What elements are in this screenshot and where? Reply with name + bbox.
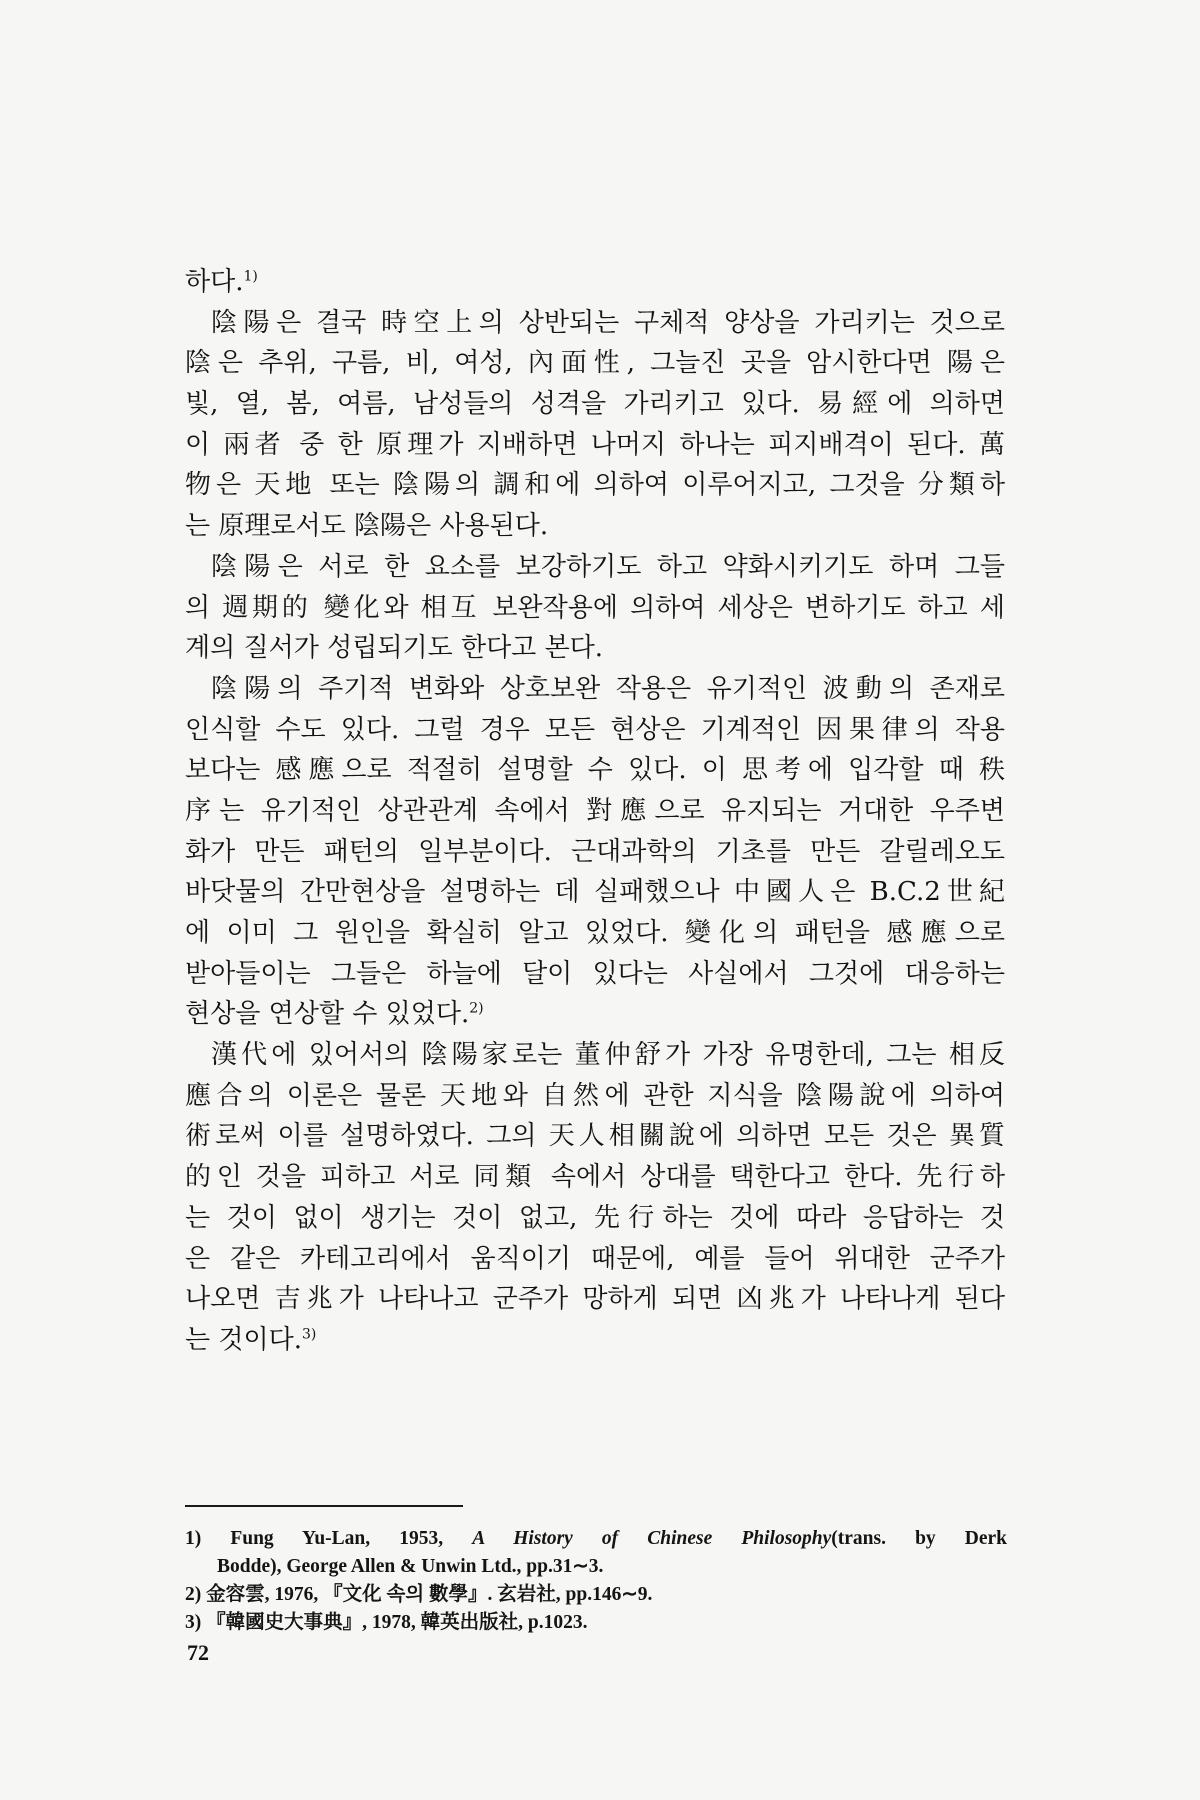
body-line bbox=[185, 1035, 1005, 1076]
body-line-text: 는 것이다. bbox=[185, 1324, 302, 1355]
body-line bbox=[185, 1239, 1005, 1280]
footnote-1-text-b: (trans. by Derk bbox=[831, 1528, 1007, 1549]
body-line bbox=[185, 913, 1005, 954]
body-line bbox=[185, 791, 1005, 832]
body-line bbox=[185, 425, 1005, 466]
footnotes bbox=[185, 1525, 1007, 1637]
footnote-3: 3) 『韓國史大事典』, 1978, 韓英出版社, p.1023. bbox=[185, 1612, 588, 1633]
body-line bbox=[185, 1157, 1005, 1198]
body-line bbox=[185, 1279, 1005, 1320]
body-line bbox=[185, 832, 1005, 873]
body-line-text: 계의 질서가 성립되기도 한다고 본다. bbox=[185, 633, 604, 664]
body-line-text: 바닷물의 간만현상을 설명하는 데 실패했으나 中國人은 B.C.2世紀 bbox=[185, 877, 1005, 908]
footnote-marker: 3) bbox=[302, 1326, 317, 1343]
body-line-text: 나오면 吉兆가 나타나고 군주가 망하게 되면 凶兆가 나타나게 된다 bbox=[185, 1284, 1005, 1315]
body-line bbox=[185, 547, 1005, 588]
body-line-text: 은 같은 카테고리에서 움직이기 때문에, 예를 들어 위대한 군주가 bbox=[185, 1243, 1005, 1274]
footnote-1-continuation: Bodde), George Allen & Unwin Ltd., pp.31∼3. bbox=[217, 1556, 604, 1577]
body-line bbox=[185, 303, 1005, 344]
body-line bbox=[185, 1198, 1005, 1239]
body-line-text: 현상을 연상할 수 있었다. bbox=[185, 999, 470, 1030]
body-line bbox=[185, 1116, 1005, 1157]
body-line-text: 의 週期的 變化와 相互 보완작용에 의하여 세상은 변하기도 하고 세 bbox=[185, 592, 1005, 623]
body-line bbox=[185, 343, 1005, 384]
body-line-text: 보다는 感應으로 적절히 설명할 수 있다. 이 思考에 입각할 때 秩 bbox=[185, 755, 1005, 786]
body-line bbox=[185, 669, 1005, 710]
footnote-1-book-title: A History of Chinese Philosophy bbox=[472, 1528, 832, 1549]
body-line bbox=[185, 262, 1005, 303]
footnote-marker: 1) bbox=[243, 268, 258, 285]
body-line-text: 漢代에 있어서의 陰陽家로는 董仲舒가 가장 유명한데, 그는 相反 bbox=[211, 1040, 1005, 1071]
body-line bbox=[185, 506, 1005, 547]
body-line-text: 받아들이는 그들은 하늘에 달이 있다는 사실에서 그것에 대응하는 bbox=[185, 958, 1005, 989]
body-line-text: 術로써 이를 설명하였다. 그의 天人相關說에 의하면 모든 것은 異質 bbox=[185, 1121, 1005, 1152]
body-line-text: 화가 만든 패턴의 일부분이다. 근대과학의 기초를 만든 갈릴레오도 bbox=[185, 836, 1005, 867]
footnote-1-text-a: 1) Fung Yu-Lan, 1953, bbox=[185, 1528, 473, 1549]
body-line bbox=[185, 750, 1005, 791]
body-line-text: 陰陽은 결국 時空上의 상반되는 구체적 양상을 가리키는 것으로 bbox=[211, 307, 1005, 338]
body-line-text: 에 이미 그 원인을 확실히 알고 있었다. 變化의 패턴을 感應으로 bbox=[185, 918, 1005, 948]
page-number: 72 bbox=[187, 1640, 209, 1665]
footnote-1 bbox=[185, 1525, 1007, 1553]
body-line bbox=[185, 710, 1005, 751]
body-line bbox=[185, 628, 1005, 669]
body-line bbox=[185, 1076, 1005, 1117]
body-line bbox=[185, 1320, 1005, 1361]
body-line-text: 하다. bbox=[185, 267, 244, 297]
body-line-text: 陰陽의 주기적 변화와 상호보완 작용은 유기적인 波動의 존재로 bbox=[211, 673, 1005, 704]
footnote-separator bbox=[185, 1505, 463, 1507]
body-line-text: 序는 유기적인 상관관계 속에서 對應으로 유지되는 거대한 우주변 bbox=[185, 795, 1005, 826]
body-line-text: 는 것이 없이 생기는 것이 없고, 先行하는 것에 따라 응답하는 것 bbox=[185, 1202, 1005, 1233]
body-line-text: 應合의 이론은 물론 天地와 自然에 관한 지식을 陰陽說에 의하여 bbox=[185, 1080, 1005, 1111]
body-line bbox=[185, 994, 1005, 1035]
body-line-text: 物은 天地 또는 陰陽의 調和에 의하여 이루어지고, 그것을 分類하 bbox=[185, 470, 1005, 501]
body-line-text: 的인 것을 피하고 서로 同類 속에서 상대를 택한다고 한다. 先行하 bbox=[185, 1162, 1005, 1193]
body-line-text: 는 原理로서도 陰陽은 사용된다. bbox=[185, 511, 549, 542]
body-line-text: 陰陽은 서로 한 요소를 보강하기도 하고 약화시키기도 하며 그들 bbox=[211, 551, 1005, 582]
footnote-marker: 2) bbox=[469, 1000, 484, 1017]
body-line-text: 인식할 수도 있다. 그럴 경우 모든 현상은 기계적인 因果律의 작용 bbox=[185, 714, 1005, 745]
body-line bbox=[185, 588, 1005, 629]
body-line-text: 陰은 추위, 구름, 비, 여성, 內面性, 그늘진 곳을 암시한다면 陽은 bbox=[185, 348, 1005, 379]
body-line-text: 빛, 열, 봄, 여름, 남성들의 성격을 가리키고 있다. 易經에 의하면 bbox=[185, 389, 1005, 420]
footnote-2: 2) 金容雲, 1976, 『文化 속의 數學』. 玄岩社, pp.146∼9. bbox=[185, 1584, 653, 1605]
body-line bbox=[185, 954, 1005, 995]
body-line bbox=[185, 465, 1005, 506]
body-line-text: 이 兩者 중 한 原理가 지배하면 나머지 하나는 피지배격이 된다. 萬 bbox=[185, 429, 1005, 460]
body-line bbox=[185, 872, 1005, 913]
body-line bbox=[185, 384, 1005, 425]
body-text bbox=[185, 262, 1005, 1361]
